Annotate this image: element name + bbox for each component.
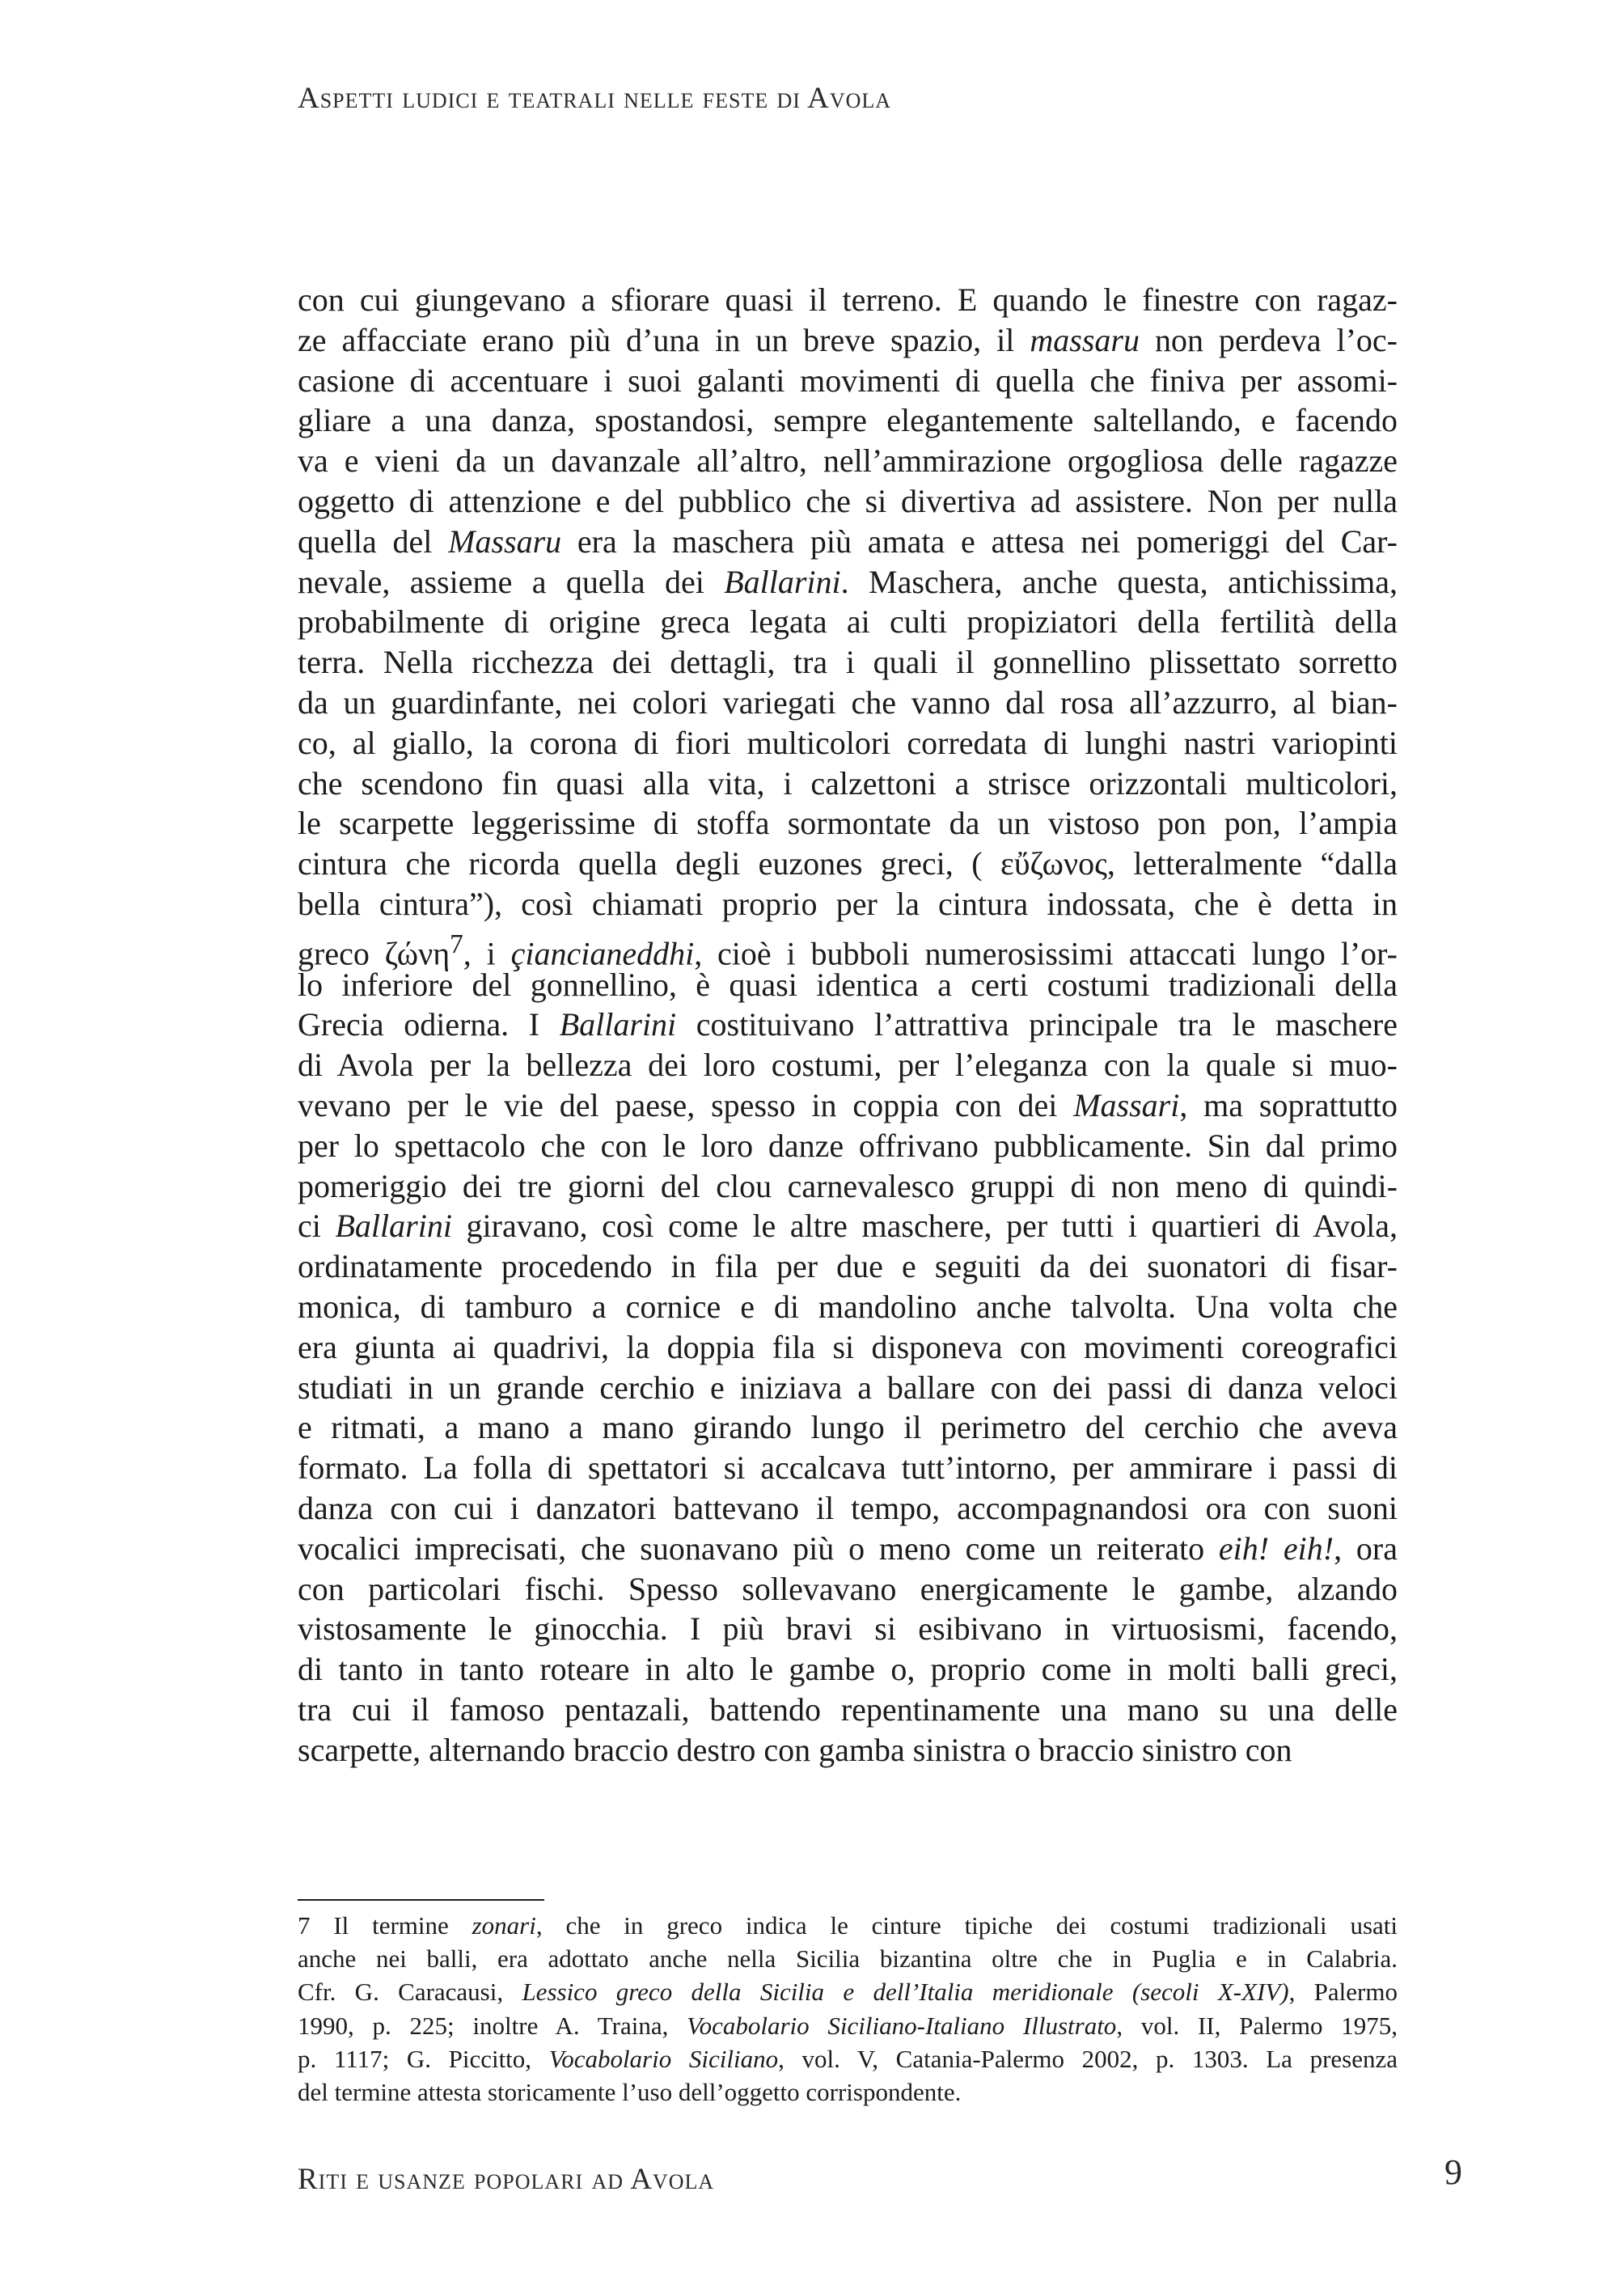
body-line: studiati in un grande cerchio e iniziava a ballare con dei passi di danza veloci [298, 1369, 1398, 1406]
footnote-line: 7 Il termine zonari, che in greco indica le cinture tipiche dei costumi tradizionali usati [298, 1911, 1398, 1940]
body-line: casione di accentuare i suoi galanti movimenti di quella che finiva per assomi- [298, 362, 1398, 399]
body-line: di tanto in tanto roteare in alto le gambe o, proprio come in molti balli greci, [298, 1651, 1398, 1688]
body-line: di Avola per la bellezza dei loro costumi, per l’eleganza con la quale si muo- [298, 1047, 1398, 1084]
body-text [298, 280, 1398, 1770]
footnotes [298, 1909, 1398, 2109]
body-line: oggetto di attenzione e del pubblico che si divertiva ad assistere. Non per nulla [298, 482, 1398, 519]
body-line: tra cui il famoso pentazali, battendo repentinamente una mano su una delle [298, 1690, 1398, 1728]
body-line: probabilmente di origine greca legata ai culti propiziatori della fertilità della [298, 603, 1398, 641]
body-line: con cui giungevano a sfiorare quasi il terreno. E quando le finestre con ragaz- [298, 281, 1398, 318]
body-line: per lo spettacolo che con le loro danze offrivano pubblicamente. Sin dal primo [298, 1127, 1398, 1164]
body-line: va e vieni da un davanzale all’altro, nell’ammirazione orgogliosa delle ragazze [298, 442, 1398, 480]
footnote-line: p. 1117; G. Piccitto, Vocabolario Siciliano, vol. V, Catania-Palermo 2002, p. 1303. La presenza [298, 2044, 1398, 2073]
body-line: terra. Nella ricchezza dei dettagli, tra i quali il gonnellino plissettato sorretto [298, 644, 1398, 681]
footnote-divider [298, 1899, 544, 1901]
body-line: da un guardinfante, nei colori variegati che vanno dal rosa all’azzurro, al bian- [298, 683, 1398, 721]
body-line: ci Ballarini giravano, così come le altre maschere, per tutti i quartieri di Avola, [298, 1208, 1398, 1245]
running-head: Aspetti ludici e teatrali nelle feste di Avola [298, 82, 892, 115]
body-line: e ritmati, a mano a mano girando lungo il perimetro del cerchio che aveva [298, 1409, 1398, 1446]
body-line: bella cintura”), così chiamati proprio per la cintura indossata, che è detta in [298, 885, 1398, 922]
body-line: con particolari fischi. Spesso sollevavano energicamente le gambe, alzando [298, 1570, 1398, 1607]
body-line: monica, di tamburo a cornice e di mandolino anche talvolta. Una volta che [298, 1288, 1398, 1325]
body-line: Grecia odierna. I Ballarini costituivano l’attrattiva principale tra le maschere [298, 1006, 1398, 1043]
body-line: greco ζώνη$^7$, i çiancianeddhi, cioè i bubboli numerosissimi attaccati lungo l’or- [298, 929, 1398, 972]
body-line: pomeriggio dei tre giorni del clou carnevalesco gruppi di non meno di quindi- [298, 1167, 1398, 1204]
footnote-line: del termine attesta storicamente l’uso dell’oggetto corrispondente. [298, 2077, 962, 2106]
body-line: co, al giallo, la corona di fiori multicolori corredata di lunghi nastri variopinti [298, 724, 1398, 761]
body-line: le scarpette leggerissime di stoffa sormontate da un vistoso pon pon, l’ampia [298, 805, 1398, 842]
footnote-line: 1990, p. 225; inoltre A. Traina, Vocabolario Siciliano-Italiano Illustrato, vol. II, Palermo 1975, [298, 2011, 1398, 2040]
body-line: che scendono fin quasi alla vita, i calzettoni a strisce orizzontali multicolori, [298, 764, 1398, 802]
running-foot: Riti e usanze popolari ad Avola [298, 2163, 715, 2196]
footnote-line: Cfr. G. Caracausi, Lessico greco della Sicilia e dell’Italia meridionale (secoli X-XIV), Palermo [298, 1978, 1398, 2007]
body-line: nevale, assieme a quella dei Ballarini. Maschera, anche questa, antichissima, [298, 563, 1398, 600]
body-line: danza con cui i danzatori battevano il tempo, accompagnandosi ora con suoni [298, 1489, 1398, 1526]
body-line: ze affacciate erano più d’una in un breve spazio, il massaru non perdeva l’oc- [298, 321, 1398, 358]
footnote-line: anche nei balli, era adottato anche nella Sicilia bizantina oltre che in Puglia e in Calabria. [298, 1944, 1398, 1974]
body-line: quella del Massaru era la maschera più amata e attesa nei pomeriggi del Car- [298, 522, 1398, 560]
body-line: vevano per le vie del paese, spesso in coppia con dei Massari, ma soprattutto [298, 1086, 1398, 1123]
body-line: vocalici imprecisati, che suonavano più o meno come un reiterato eih! eih!, ora [298, 1529, 1398, 1567]
body-line: cintura che ricorda quella degli euzones greci, ( εὔζωνος, letteralmente “dalla [298, 845, 1398, 882]
body-line: vistosamente le ginocchia. I più bravi si esibivano in virtuosismi, facendo, [298, 1610, 1398, 1648]
body-line: formato. La folla di spettatori si accalcava tutt’intorno, per ammirare i passi di [298, 1449, 1398, 1487]
body-line: era giunta ai quadrivi, la doppia fila si disponeva con movimenti coreografici [298, 1328, 1398, 1365]
body-line: ordinatamente procedendo in fila per due e seguiti da dei suonatori di fisar- [298, 1248, 1398, 1285]
body-line: gliare a una danza, spostandosi, sempre elegantemente saltellando, e facendo [298, 402, 1398, 439]
body-line: lo inferiore del gonnellino, è quasi identica a certi costumi tradizionali della [298, 966, 1398, 1003]
body-line: scarpette, alternando braccio destro con gamba sinistra o braccio sinistro con [298, 1731, 1292, 1768]
page-number: 9 [1444, 2152, 1462, 2192]
